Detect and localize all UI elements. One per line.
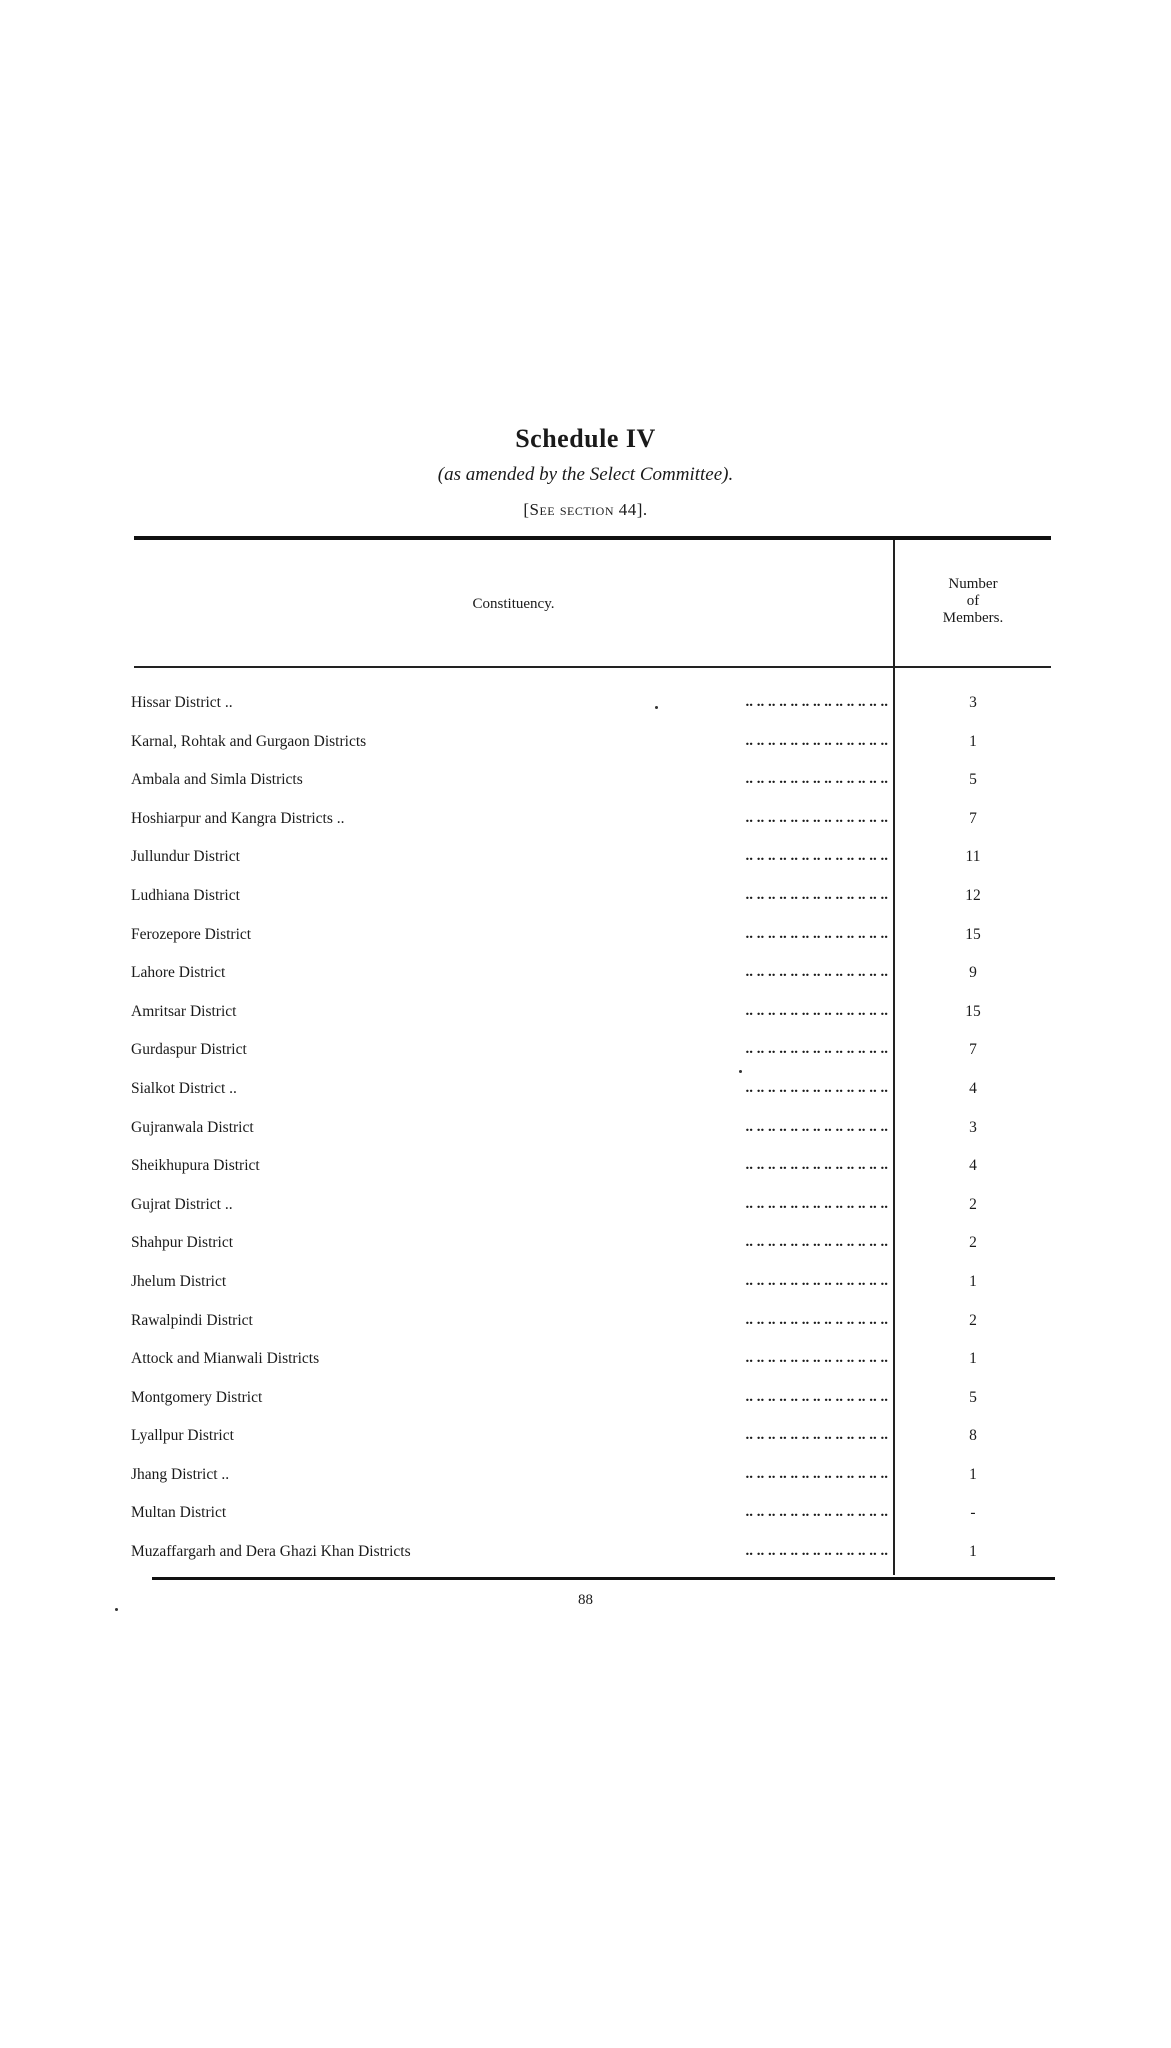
dot-leader: .. .. .. .. .. .. .. .. .. .. .. .. .. <box>745 1350 888 1367</box>
members-count: 7 <box>969 1041 977 1059</box>
header-number-of-members <box>895 576 1051 627</box>
dot-leader: .. .. .. .. .. .. .. .. .. .. .. .. .. <box>745 1041 888 1058</box>
table-row <box>0 1074 1171 1113</box>
table-row <box>0 1383 1171 1422</box>
dot-leader: .. .. .. .. .. .. .. .. .. .. .. .. .. <box>745 771 888 788</box>
dot-leader: .. .. .. .. .. .. .. .. .. .. .. .. .. <box>745 964 888 981</box>
members-count: 1 <box>969 1465 977 1483</box>
members-count: 2 <box>969 1195 977 1213</box>
dot-leader: .. .. .. .. .. .. .. .. .. .. .. .. .. <box>745 1465 888 1482</box>
dot-leader: .. .. .. .. .. .. .. .. .. .. .. .. .. <box>745 1157 888 1174</box>
schedule-subtitle: (as amended by the Select Committee). <box>437 464 734 485</box>
members-count: 1 <box>969 732 977 750</box>
table-row <box>0 765 1171 804</box>
members-count: 5 <box>969 771 977 789</box>
constituency-name: Rawalpindi District <box>131 1312 259 1330</box>
section-reference-open: [ <box>523 500 530 519</box>
constituency-name: Gurdaspur District <box>131 1041 253 1059</box>
dot-leader: .. .. .. .. .. .. .. .. .. .. .. .. .. <box>745 1427 888 1444</box>
header-constituency: Constituency. <box>472 596 555 612</box>
members-count: 1 <box>969 1543 977 1561</box>
members-count: 3 <box>969 1118 977 1136</box>
table-row <box>0 1190 1171 1229</box>
section-reference-number: 44]. <box>614 500 648 519</box>
constituency-name: Shahpur District <box>131 1234 239 1252</box>
header-number-line: Number <box>948 576 998 592</box>
dot-leader: .. .. .. .. .. .. .. .. .. .. .. .. .. <box>745 1079 888 1096</box>
section-reference <box>0 500 1171 520</box>
table-row <box>0 920 1171 959</box>
table-row <box>0 1151 1171 1190</box>
dot-leader: .. .. .. .. .. .. .. .. .. .. .. .. .. <box>745 1002 888 1019</box>
print-speck <box>115 1608 118 1611</box>
table-row <box>0 1498 1171 1537</box>
table-row <box>0 1267 1171 1306</box>
print-speck <box>739 1070 742 1073</box>
dot-leader: .. .. .. .. .. .. .. .. .. .. .. .. .. <box>745 1272 888 1289</box>
schedule-title: Schedule IV <box>515 424 656 453</box>
constituency-name: Jullundur District <box>131 848 246 866</box>
table-row <box>0 1460 1171 1499</box>
members-count: 9 <box>969 964 977 982</box>
dot-leader: .. .. .. .. .. .. .. .. .. .. .. .. .. <box>745 925 888 942</box>
table-row <box>0 881 1171 920</box>
constituency-name: Sheikhupura District <box>131 1157 266 1175</box>
constituency-name: Multan District <box>131 1504 232 1522</box>
constituency-name: Lahore District <box>131 964 231 982</box>
constituency-name: Ferozepore District <box>131 926 257 944</box>
table-row <box>0 1344 1171 1383</box>
members-count: 11 <box>965 848 981 866</box>
constituency-name: Gujranwala District <box>131 1119 260 1137</box>
constituency-name: Karnal, Rohtak and Gurgaon Districts <box>131 733 372 751</box>
dot-leader: .. .. .. .. .. .. .. .. .. .. .. .. .. <box>745 1311 888 1328</box>
table-row <box>0 688 1171 727</box>
table-row <box>0 1035 1171 1074</box>
table-header-rule <box>134 666 1051 668</box>
table-row <box>0 1537 1171 1576</box>
members-count: 1 <box>969 1272 977 1290</box>
table-bottom-rule <box>152 1577 1055 1580</box>
table-row <box>0 997 1171 1036</box>
header-number-line: Members. <box>942 610 1004 626</box>
dot-leader: .. .. .. .. .. .. .. .. .. .. .. .. .. <box>745 1543 888 1560</box>
header-number-line: of <box>966 593 980 609</box>
constituency-name: Attock and Mianwali Districts <box>131 1350 325 1368</box>
members-count: 1 <box>969 1350 977 1368</box>
members-count: 2 <box>969 1234 977 1252</box>
members-count: 2 <box>969 1311 977 1329</box>
table-row <box>0 1228 1171 1267</box>
members-count: 8 <box>969 1427 977 1445</box>
members-count: 3 <box>969 694 977 711</box>
members-count: 15 <box>965 1002 981 1020</box>
constituency-name: Amritsar District <box>131 1003 242 1021</box>
dot-leader: .. .. .. .. .. .. .. .. .. .. .. .. .. <box>745 732 888 749</box>
constituency-name: Lyallpur District <box>131 1427 240 1445</box>
dot-leader: .. .. .. .. .. .. .. .. .. .. .. .. .. <box>745 694 888 710</box>
constituency-name: Montgomery District <box>131 1389 268 1407</box>
constituency-name: Ambala and Simla Districts <box>131 771 309 789</box>
constituency-name: Hissar District .. <box>131 694 239 712</box>
page-number: 88 <box>578 1592 593 1608</box>
members-count: 15 <box>965 925 981 943</box>
constituency-name: Jhelum District <box>131 1273 232 1291</box>
constituency-name: Ludhiana District <box>131 887 246 905</box>
members-count: 4 <box>969 1079 977 1097</box>
dot-leader: .. .. .. .. .. .. .. .. .. .. .. .. .. <box>745 1195 888 1212</box>
dot-leader: .. .. .. .. .. .. .. .. .. .. .. .. .. <box>745 1118 888 1135</box>
section-reference-label: See section <box>529 500 615 519</box>
table-body <box>0 688 1171 1576</box>
members-count: 5 <box>969 1388 977 1406</box>
table-row <box>0 727 1171 766</box>
members-count: - <box>970 1504 976 1522</box>
table-row <box>0 1113 1171 1152</box>
members-count: 4 <box>969 1157 977 1175</box>
members-count: 7 <box>969 809 977 827</box>
table-row <box>0 842 1171 881</box>
constituency-name: Muzaffargarh and Dera Ghazi Khan Districts <box>131 1543 417 1561</box>
constituency-name: Hoshiarpur and Kangra Districts .. <box>131 810 351 828</box>
constituency-name: Gujrat District .. <box>131 1196 239 1214</box>
table-row <box>0 958 1171 997</box>
constituency-name: Sialkot District .. <box>131 1080 243 1098</box>
dot-leader: .. .. .. .. .. .. .. .. .. .. .. .. .. <box>745 1388 888 1405</box>
dot-leader: .. .. .. .. .. .. .. .. .. .. .. .. .. <box>745 809 888 826</box>
constituency-name: Jhang District .. <box>131 1466 235 1484</box>
table-row <box>0 804 1171 843</box>
table-top-rule <box>134 536 1051 540</box>
dot-leader: .. .. .. .. .. .. .. .. .. .. .. .. .. <box>745 886 888 903</box>
dot-leader: .. .. .. .. .. .. .. .. .. .. .. .. .. <box>745 848 888 865</box>
dot-leader: .. .. .. .. .. .. .. .. .. .. .. .. .. <box>745 1234 888 1251</box>
members-count: 12 <box>965 886 981 904</box>
table-row <box>0 1421 1171 1460</box>
dot-leader: .. .. .. .. .. .. .. .. .. .. .. .. .. <box>745 1504 888 1521</box>
table-row <box>0 1306 1171 1345</box>
